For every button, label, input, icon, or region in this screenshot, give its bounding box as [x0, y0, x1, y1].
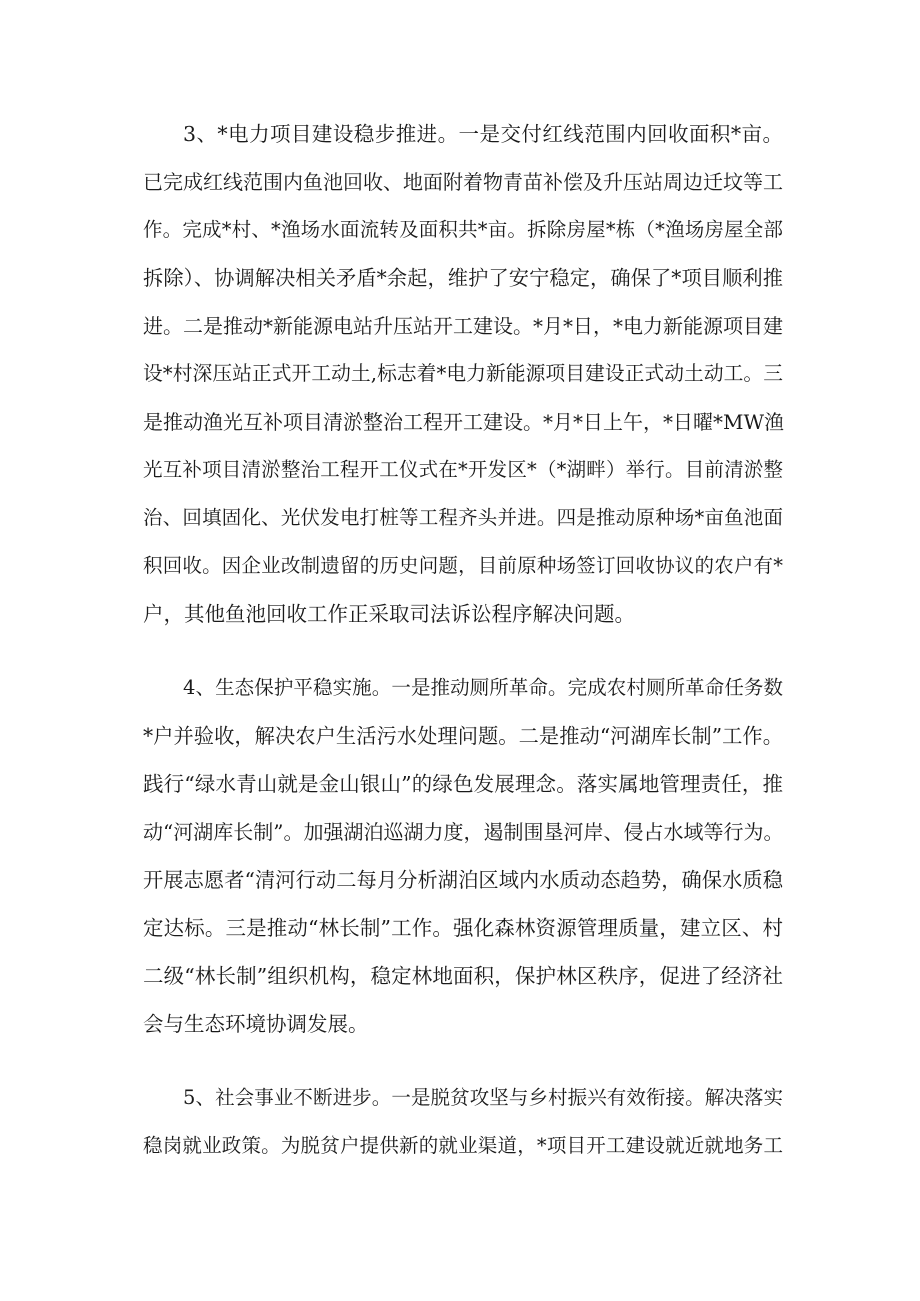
text-line: 是推动渔光互补项目清淤整治工程开工建设。*月*日上午，*日曜*MW渔	[143, 410, 785, 434]
text-line: 积回收。因企业改制遗留的历史问题，目前原种场签订回收协议的农户有*	[143, 554, 783, 577]
text-line: 4、生态保护平稳实施。一是推动厕所革命。完成农村厕所革命任务数	[183, 676, 783, 699]
text-line: 会与生态环境协调发展。	[143, 1012, 369, 1036]
text-line: 践行“绿水青山就是金山银山”的绿色发展理念。落实属地管理责任，推	[143, 772, 783, 796]
text-line: 5、社会事业不断进步。一是脱贫攻坚与乡村振兴有效衔接。解决落实	[183, 1086, 783, 1109]
text-line: 开展志愿者“清河行动二每月分析湖泊区域内水质动态趋势，确保水质稳	[143, 868, 783, 892]
text-line: 二级“林长制”组织机构，稳定林地面积，保护林区秩序，促进了经济社	[143, 964, 783, 988]
text-line: 定达标。三是推动“林长制”工作。强化森林资源管理质量，建立区、村	[143, 916, 783, 940]
text-line: 户，其他鱼池回收工作正采取司法诉讼程序解决问题。	[143, 602, 635, 626]
text-line: 作。完成*村、*渔场水面流转及面积共*亩。拆除房屋*栋（*渔场房屋全部	[143, 218, 783, 241]
text-line: 动“河湖库长制”。加强湖泊巡湖力度，遏制围垦河岸、侵占水域等行为。	[143, 820, 784, 844]
text-line: 治、回填固化、光伏发电打桩等工程齐头并进。四是推动原种场*亩鱼池面	[143, 506, 783, 529]
text-line: 拆除）、协调解决相关矛盾*余起，维护了安宁稳定，确保了*项目顺利推	[143, 266, 783, 290]
text-line: 进。二是推动*新能源电站升压站开工建设。*月*日，*电力新能源项目建	[143, 314, 783, 338]
text-line: 光互补项目清淤整治工程开工仪式在*开发区*（*湖畔）举行。目前清淤整	[143, 458, 783, 481]
text-line: 3、*电力项目建设稳步推进。一是交付红线范围内回收面积*亩。	[183, 122, 783, 146]
text-line: 设*村深压站正式开工动土,标志着*电力新能源项目建设正式动土动工。三	[143, 362, 783, 385]
text-line: 稳岗就业政策。为脱贫户提供新的就业渠道，*项目开工建设就近就地务工	[143, 1134, 783, 1157]
text-line: *户并验收，解决农户生活污水处理问题。二是推动“河湖库长制”工作。	[143, 724, 783, 748]
text-line: 已完成红线范围内鱼池回收、地面附着物青苗补偿及升压站周边迁坟等工	[143, 170, 783, 194]
